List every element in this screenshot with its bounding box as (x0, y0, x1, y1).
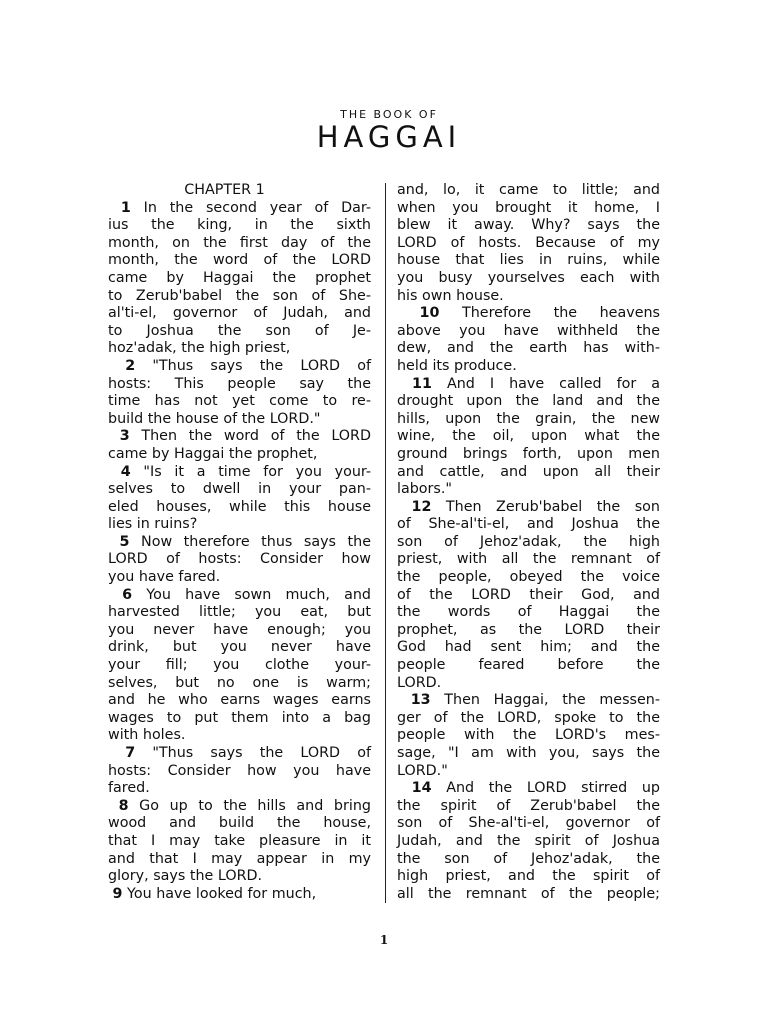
verse-text: dew, and the earth has with- (397, 340, 660, 357)
book-title: HAGGAI (316, 120, 462, 154)
verse-line (397, 710, 660, 728)
verse (108, 358, 371, 428)
verse (108, 587, 371, 745)
verse-text: time has not yet come to re- (108, 393, 371, 410)
verse-line (108, 464, 371, 482)
verse-text: hoz'adak, the high priest, (108, 340, 291, 357)
verse-line (397, 604, 660, 622)
verse-text: priest, with all the remnant of (397, 551, 660, 568)
verse-text: Therefore the heavens (462, 305, 661, 322)
verse-line (397, 692, 660, 710)
verse-text: ger of the LORD, spoke to the (397, 709, 660, 726)
verse-line (108, 235, 371, 253)
verse-line (397, 200, 660, 218)
page-number: 1 (379, 933, 389, 947)
verse-line (397, 182, 660, 200)
verse-line (397, 323, 660, 341)
verse-text: the son of Jehoz'adak, the (397, 850, 660, 867)
verse-text: LORD of hosts. Because of my (397, 234, 660, 251)
verse-text: fared. (108, 780, 150, 797)
verse-line (108, 340, 371, 358)
verse-line (397, 798, 660, 816)
verse (397, 182, 660, 305)
verse-text: labors." (397, 481, 453, 498)
verse-text: ground brings forth, upon men (397, 445, 660, 462)
verse-text: glory, says the LORD. (108, 868, 263, 885)
verse-text: month, on the first day of the (108, 234, 371, 251)
verse-text: and he who earns wages earns (108, 692, 371, 709)
verse-line (397, 622, 660, 640)
verse-text: lies in ruins? (108, 516, 198, 533)
verse-number: 3 (119, 428, 130, 445)
verse (397, 305, 660, 375)
verse (108, 428, 371, 463)
verse-text: wine, the oil, upon what the (397, 428, 660, 445)
verse-line (108, 217, 371, 235)
verse-text: eled houses, while this house (108, 498, 371, 515)
verse-line (108, 780, 371, 798)
verse-line (397, 551, 660, 569)
verse-line (397, 428, 660, 446)
verse-line (397, 763, 660, 781)
verse-line (397, 534, 660, 552)
verse-text: "Thus says the LORD of (152, 745, 372, 761)
verse (108, 745, 371, 798)
verse-number: 5 (119, 533, 130, 550)
verse (108, 534, 371, 587)
verse-text: And the LORD stirred up (446, 780, 660, 797)
verse-text: You have looked for much, (127, 885, 317, 902)
verse-number: 13 (410, 692, 431, 709)
verse-line (108, 675, 371, 693)
verse-text: his own house. (397, 287, 504, 304)
verse-text: all the remnant of the people; (397, 885, 660, 902)
verse-number: 7 (125, 745, 136, 761)
verse (108, 798, 371, 886)
verse-line (397, 780, 660, 798)
verse-text: with holes. (108, 727, 186, 744)
verse-line (108, 604, 371, 622)
verse-line (108, 587, 371, 605)
verse-number: 4 (120, 463, 131, 480)
verse-text: In the second year of Dar- (143, 199, 372, 216)
verse-line (397, 745, 660, 763)
verse-text: high priest, and the spirit of (397, 868, 660, 885)
verse-line (397, 815, 660, 833)
verse-line (397, 886, 660, 904)
verse-text: Now therefore thus says the (141, 533, 371, 550)
verse-text: you busy yourselves each with (397, 269, 660, 286)
verse (108, 464, 371, 534)
verse-line (108, 868, 371, 886)
verse-number: 2 (125, 357, 136, 374)
verse-text: You have sown much, and (146, 586, 371, 603)
verse-line (397, 252, 660, 270)
verse (397, 499, 660, 693)
verse-text: LORD. (397, 674, 442, 691)
verse-line (397, 727, 660, 745)
verse-text: selves, but no one is warm; (108, 674, 371, 691)
verse-text: you have fared. (108, 569, 221, 586)
verse-text: Go up to the hills and bring (139, 797, 371, 814)
verse-line (108, 305, 371, 323)
verse-text: sage, "I am with you, says the (397, 745, 660, 761)
verse-line (108, 393, 371, 411)
verse-text: to Zerub'babel the son of She- (108, 287, 371, 304)
verse-text: blew it away. Why? says the (397, 217, 660, 234)
verse-line (397, 868, 660, 886)
verse-text: And I have called for a (446, 375, 661, 392)
verse-number: 9 (112, 885, 123, 902)
verse-line (108, 798, 371, 816)
verse-text: hosts: Consider how you have (108, 762, 371, 779)
verse-line (108, 481, 371, 499)
verse-text: hosts: This people say the (108, 375, 371, 392)
verse-line (108, 745, 371, 763)
verse-text: wood and build the house, (108, 815, 371, 832)
book-kicker: THE BOOK OF (340, 108, 438, 121)
verse-line (397, 675, 660, 693)
verse-text: Judah, and the spirit of Joshua (397, 832, 660, 849)
verse-text: God had sent him; and the (397, 639, 660, 656)
verse-line (397, 288, 660, 306)
verse-text: ius the king, in the sixth (108, 217, 371, 234)
verse-text: and, lo, it came to little; and (397, 182, 660, 198)
verse-text: "Is it a time for you your- (143, 463, 372, 480)
right-column (397, 182, 660, 903)
verse-text: to Joshua the son of Je- (108, 322, 371, 339)
verse-line (108, 763, 371, 781)
verse-line (397, 464, 660, 482)
verse-line (397, 446, 660, 464)
verse-number: 1 (120, 199, 131, 216)
verse-line (108, 692, 371, 710)
verse-line (108, 499, 371, 517)
verse-text: build the house of the LORD." (108, 410, 321, 427)
verse-text: you never have enough; you (108, 621, 371, 638)
verse-line (397, 358, 660, 376)
verse-line (397, 639, 660, 657)
column-divider (385, 183, 386, 903)
verse-line (108, 727, 371, 745)
verse-line (108, 428, 371, 446)
verse (397, 376, 660, 499)
verse-number: 12 (411, 498, 432, 515)
verse-line (108, 851, 371, 869)
verse-text: month, the word of the LORD (108, 252, 371, 269)
verse-line (108, 270, 371, 288)
verse-line (397, 217, 660, 235)
verse-line (108, 323, 371, 341)
verse-line (397, 851, 660, 869)
verse-line (108, 639, 371, 657)
verse-line (108, 657, 371, 675)
verse-line (108, 358, 371, 376)
verse-line (397, 270, 660, 288)
verse-text: when you brought it home, I (397, 199, 660, 216)
verse (108, 200, 371, 358)
verse-line (397, 833, 660, 851)
verse-text: people with the LORD's mes- (397, 727, 660, 744)
verse-number: 6 (122, 586, 133, 603)
verse-text: selves to dwell in your pan- (108, 481, 371, 498)
verse-text: of She-al'ti-el, and Joshua the (397, 516, 660, 533)
verse-line (397, 411, 660, 429)
left-column (108, 182, 371, 903)
verse-text: the words of Haggai the (397, 604, 660, 621)
verse-line (108, 252, 371, 270)
verse-text: came by Haggai the prophet, (108, 445, 318, 462)
verse-text: LORD." (397, 762, 448, 779)
right-verses (397, 182, 660, 903)
verse-line (397, 481, 660, 499)
verse-line (397, 235, 660, 253)
verse-text: harvested little; you eat, but (108, 604, 371, 621)
verse-line (108, 288, 371, 306)
chapter-heading: CHAPTER 1 (184, 182, 265, 198)
verse-line (397, 393, 660, 411)
verse-line (108, 833, 371, 851)
verse-text: "Thus says the LORD of (152, 357, 372, 374)
verse-text: held its produce. (397, 357, 517, 374)
verse-text: Then the word of the LORD (141, 428, 372, 445)
verse-line (108, 534, 371, 552)
verse-line (397, 657, 660, 675)
verse-line (108, 815, 371, 833)
verse-line (397, 499, 660, 517)
verse-line (397, 376, 660, 394)
verse-text: LORD of hosts: Consider how (108, 551, 371, 568)
verse-text: your fill; you clothe your- (108, 657, 371, 674)
verse-text: al'ti-el, governor of Judah, and (108, 305, 371, 322)
verse-text: wages to put them into a bag (108, 709, 371, 726)
verse-text: people feared before the (397, 657, 660, 674)
verse-text: prophet, as the LORD their (397, 621, 660, 638)
verse-line (108, 710, 371, 728)
verse-text: Then Zerub'babel the son (445, 498, 660, 515)
verse-text: son of She-al'ti-el, governor of (397, 815, 660, 832)
verse-text: house that lies in ruins, while (397, 252, 660, 269)
verse-text: son of Jehoz'adak, the high (397, 533, 660, 550)
verse-text: that I may take pleasure in it (108, 832, 371, 849)
verse-line (397, 340, 660, 358)
verse-number: 14 (411, 780, 432, 797)
verse-number: 8 (118, 797, 129, 814)
verse-text: drought upon the land and the (397, 393, 660, 410)
verse-line (397, 587, 660, 605)
verse-line (108, 516, 371, 534)
verse-line (108, 411, 371, 429)
verse-text: Then Haggai, the messen- (444, 692, 661, 709)
verse-line (397, 305, 660, 323)
verse-line (108, 622, 371, 640)
verse (397, 780, 660, 903)
verse-line (108, 886, 371, 904)
verse (108, 886, 371, 904)
verse-line (108, 569, 371, 587)
verse-number: 11 (412, 375, 432, 392)
verse-text: came by Haggai the prophet (108, 269, 371, 286)
verse-line (108, 446, 371, 464)
verse-text: of the LORD their God, and (397, 586, 660, 603)
left-verses (108, 200, 371, 904)
verse (397, 692, 660, 780)
verse-text: hills, upon the grain, the new (397, 410, 660, 427)
verse-text: the spirit of Zerub'babel the (397, 797, 660, 814)
verse-line (108, 200, 371, 218)
verse-text: the people, obeyed the voice (397, 569, 660, 586)
verse-text: drink, but you never have (108, 639, 371, 656)
verse-text: and cattle, and upon all their (397, 463, 660, 480)
verse-number: 10 (419, 305, 440, 322)
verse-text: and that I may appear in my (108, 850, 371, 867)
verse-line (108, 376, 371, 394)
verse-text: above you have withheld the (397, 322, 660, 339)
verse-line (397, 569, 660, 587)
verse-line (108, 551, 371, 569)
verse-line (397, 516, 660, 534)
